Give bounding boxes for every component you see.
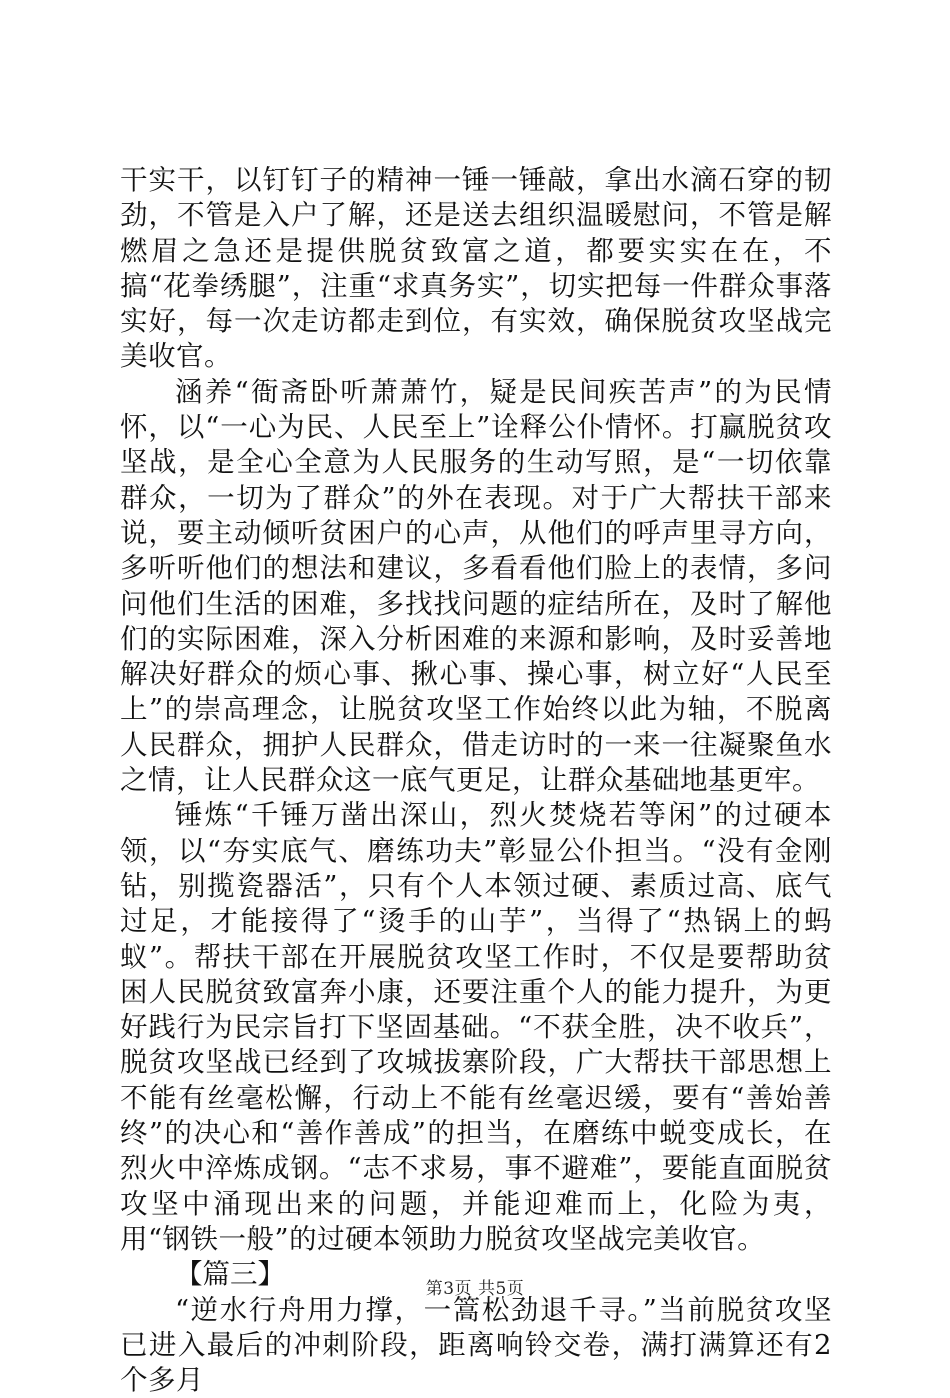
page-number-footer: 第3页 共5页 xyxy=(0,1274,950,1299)
paragraph-4: “逆水行舟用力撑，一篙松劲退千寻。”当前脱贫攻坚已进入最后的冲刺阶段，距离响铃交卷，满打满算还有2个多月 xyxy=(120,1293,832,1398)
paragraph-2: 涵养“衙斋卧听萧萧竹，疑是民间疾苦声”的为民情怀，以“一心为民、人民至上”诠释公仆情怀。打赢脱贫攻坚战，是全心全意为人民服务的生动写照，是“一切依靠群众，一切为了群众”的外在表现。对于广大帮扶干部来说，要主动倾听贫困户的心声，从他们的呼声里寻方向，多听听他们的想法和建议，多看看他们脸上的表情，多问问他们生活的困难，多找找问题的症结所在，及时了解他们的实际困难，深入分析困难的来源和影响，及时妥善地解决好群众的烦心事、揪心事、操心事，树立好“人民至上”的崇高理念，让脱贫攻坚工作始终以此为轴，不脱离人民群众，拥护人民群众，借走访时的一来一往凝聚鱼水之情，让人民群众这一底气更足，让群众基础地基更牢。 xyxy=(120,375,832,799)
paragraph-1: 干实干，以钉钉子的精神一锤一锤敲，拿出水滴石穿的韧劲，不管是入户了解，还是送去组织温暖慰问，不管是解燃眉之急还是提供脱贫致富之道，都要实实在在，不搞“花拳绣腿”，注重“求真务实”，切实把每一件群众事落实好，每一次走访都走到位，有实效，确保脱贫攻坚战完美收官。 xyxy=(120,163,832,375)
section-heading: 【篇三】 xyxy=(120,1257,832,1292)
document-body xyxy=(120,163,832,1398)
paragraph-3: 锤炼“千锤万凿出深山，烈火焚烧若等闲”的过硬本领，以“夯实底气、磨练功夫”彰显公仆担当。“没有金刚钻，别揽瓷器活”，只有个人本领过硬、素质过高、底气过足，才能接得了“烫手的山芋”，当得了“热锅上的蚂蚁”。帮扶干部在开展脱贫攻坚工作时，不仅是要帮助贫困人民脱贫致富奔小康，还要注重个人的能力提升，为更好践行为民宗旨打下坚固基础。“不获全胜，决不收兵”，脱贫攻坚战已经到了攻城拔寨阶段，广大帮扶干部思想上不能有丝毫松懈，行动上不能有丝毫迟缓，要有“善始善终”的决心和“善作善成”的担当，在磨练中蜕变成长，在烈火中淬炼成钢。“志不求易，事不避难”，要能直面脱贫攻坚中涌现出来的问题，并能迎难而上，化险为夷，用“钢铁一般”的过硬本领助力脱贫攻坚战完美收官。 xyxy=(120,798,832,1257)
